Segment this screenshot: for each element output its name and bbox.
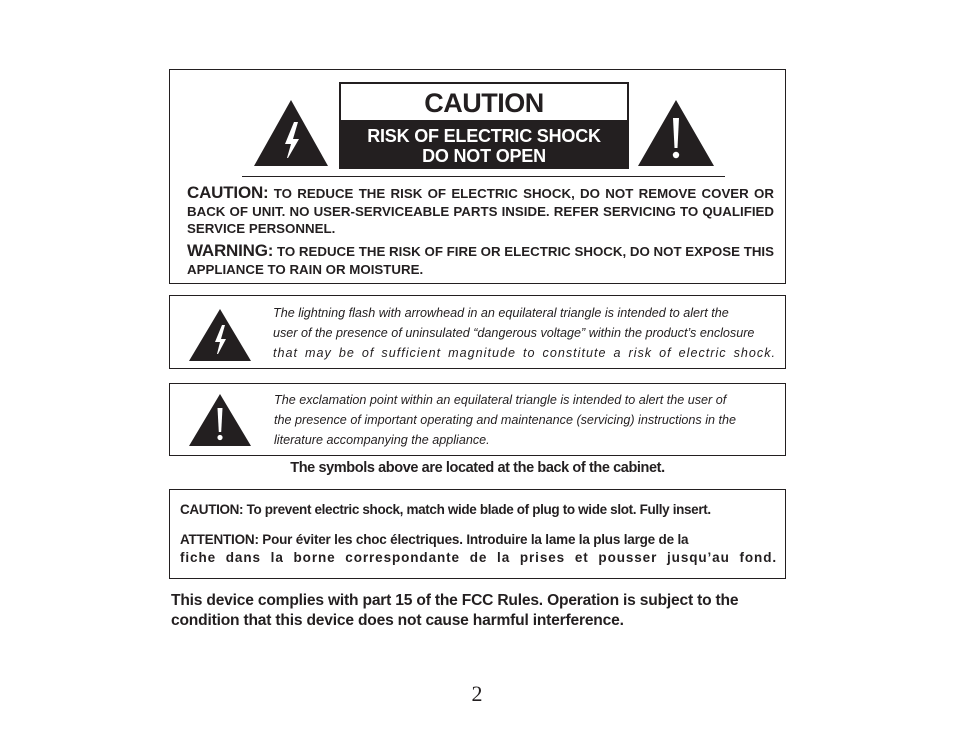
lightning-explanation-text [273, 303, 776, 363]
fcc-compliance-statement [171, 591, 791, 630]
caution-warning-box [169, 69, 786, 284]
plug-caution-box [169, 489, 786, 579]
exclamation-line3: literature accompanying the appliance. [274, 433, 490, 447]
exclamation-triangle-icon [188, 393, 252, 447]
caution-label-line2: DO NOT OPEN [422, 146, 546, 166]
caution-label-line1: RISK OF ELECTRIC SHOCK [367, 126, 601, 146]
caution-paragraph [187, 184, 774, 238]
lightning-line2: user of the presence of uninsulated “dangerous voltage” within the product’s enclosure [273, 326, 755, 340]
plug-attention-text [180, 531, 777, 566]
plug-caution-text: CAUTION: To prevent electric shock, match wide blade of plug to wide slot. Fully insert. [180, 502, 711, 517]
divider-line [242, 176, 725, 177]
exclamation-explanation-text [274, 390, 777, 450]
exclamation-line2: the presence of important operating and maintenance (servicing) instructions in the [274, 413, 737, 427]
warning-paragraph [187, 242, 774, 278]
exclamation-triangle-icon [636, 98, 716, 168]
caution-label-subtitle [341, 120, 627, 167]
fcc-line2: condition that this device does not cause harmful interference. [171, 611, 624, 629]
caution-lead: CAUTION: [187, 183, 269, 202]
symbols-location-note: The symbols above are located at the back of the cabinet. [290, 460, 665, 476]
lightning-line1: The lightning flash with arrowhead in an equilateral triangle is intended to alert the [273, 306, 729, 320]
attention-line1: ATTENTION: Pour éviter les choc électriques. Introduire la lame la plus large de la [180, 532, 689, 547]
exclamation-explanation-box [169, 383, 786, 456]
caution-label [339, 82, 629, 169]
fcc-line1: This device complies with part 15 of the FCC Rules. Operation is subject to the [171, 592, 739, 609]
lightning-line3: that may be of sufficient magnitude to constitute a risk of electric shock. [273, 346, 776, 360]
page-number: 2 [471, 681, 483, 706]
caution-label-title: CAUTION [424, 88, 544, 118]
attention-line2: fiche dans la borne correspondante de la prises et pousser jusqu’au fond. [180, 549, 777, 565]
lightning-explanation-box [169, 295, 786, 369]
lightning-triangle-icon [252, 98, 330, 168]
warning-text: TO REDUCE THE RISK OF FIRE OR ELECTRIC SHOCK, DO NOT EXPOSE THIS APPLIANCE TO RAIN OR MOISTURE. [187, 244, 774, 277]
exclamation-line1: The exclamation point within an equilateral triangle is intended to alert the user of [274, 393, 727, 407]
caution-text: TO REDUCE THE RISK OF ELECTRIC SHOCK, DO NOT REMOVE COVER OR BACK OF UNIT. NO USER-SERVICEABLE PARTS INSIDE. REFER SERVICING TO QUALIFIED SERVICE PERSONNEL. [187, 186, 774, 236]
warning-lead: WARNING: [187, 241, 274, 260]
lightning-triangle-icon [188, 308, 252, 362]
